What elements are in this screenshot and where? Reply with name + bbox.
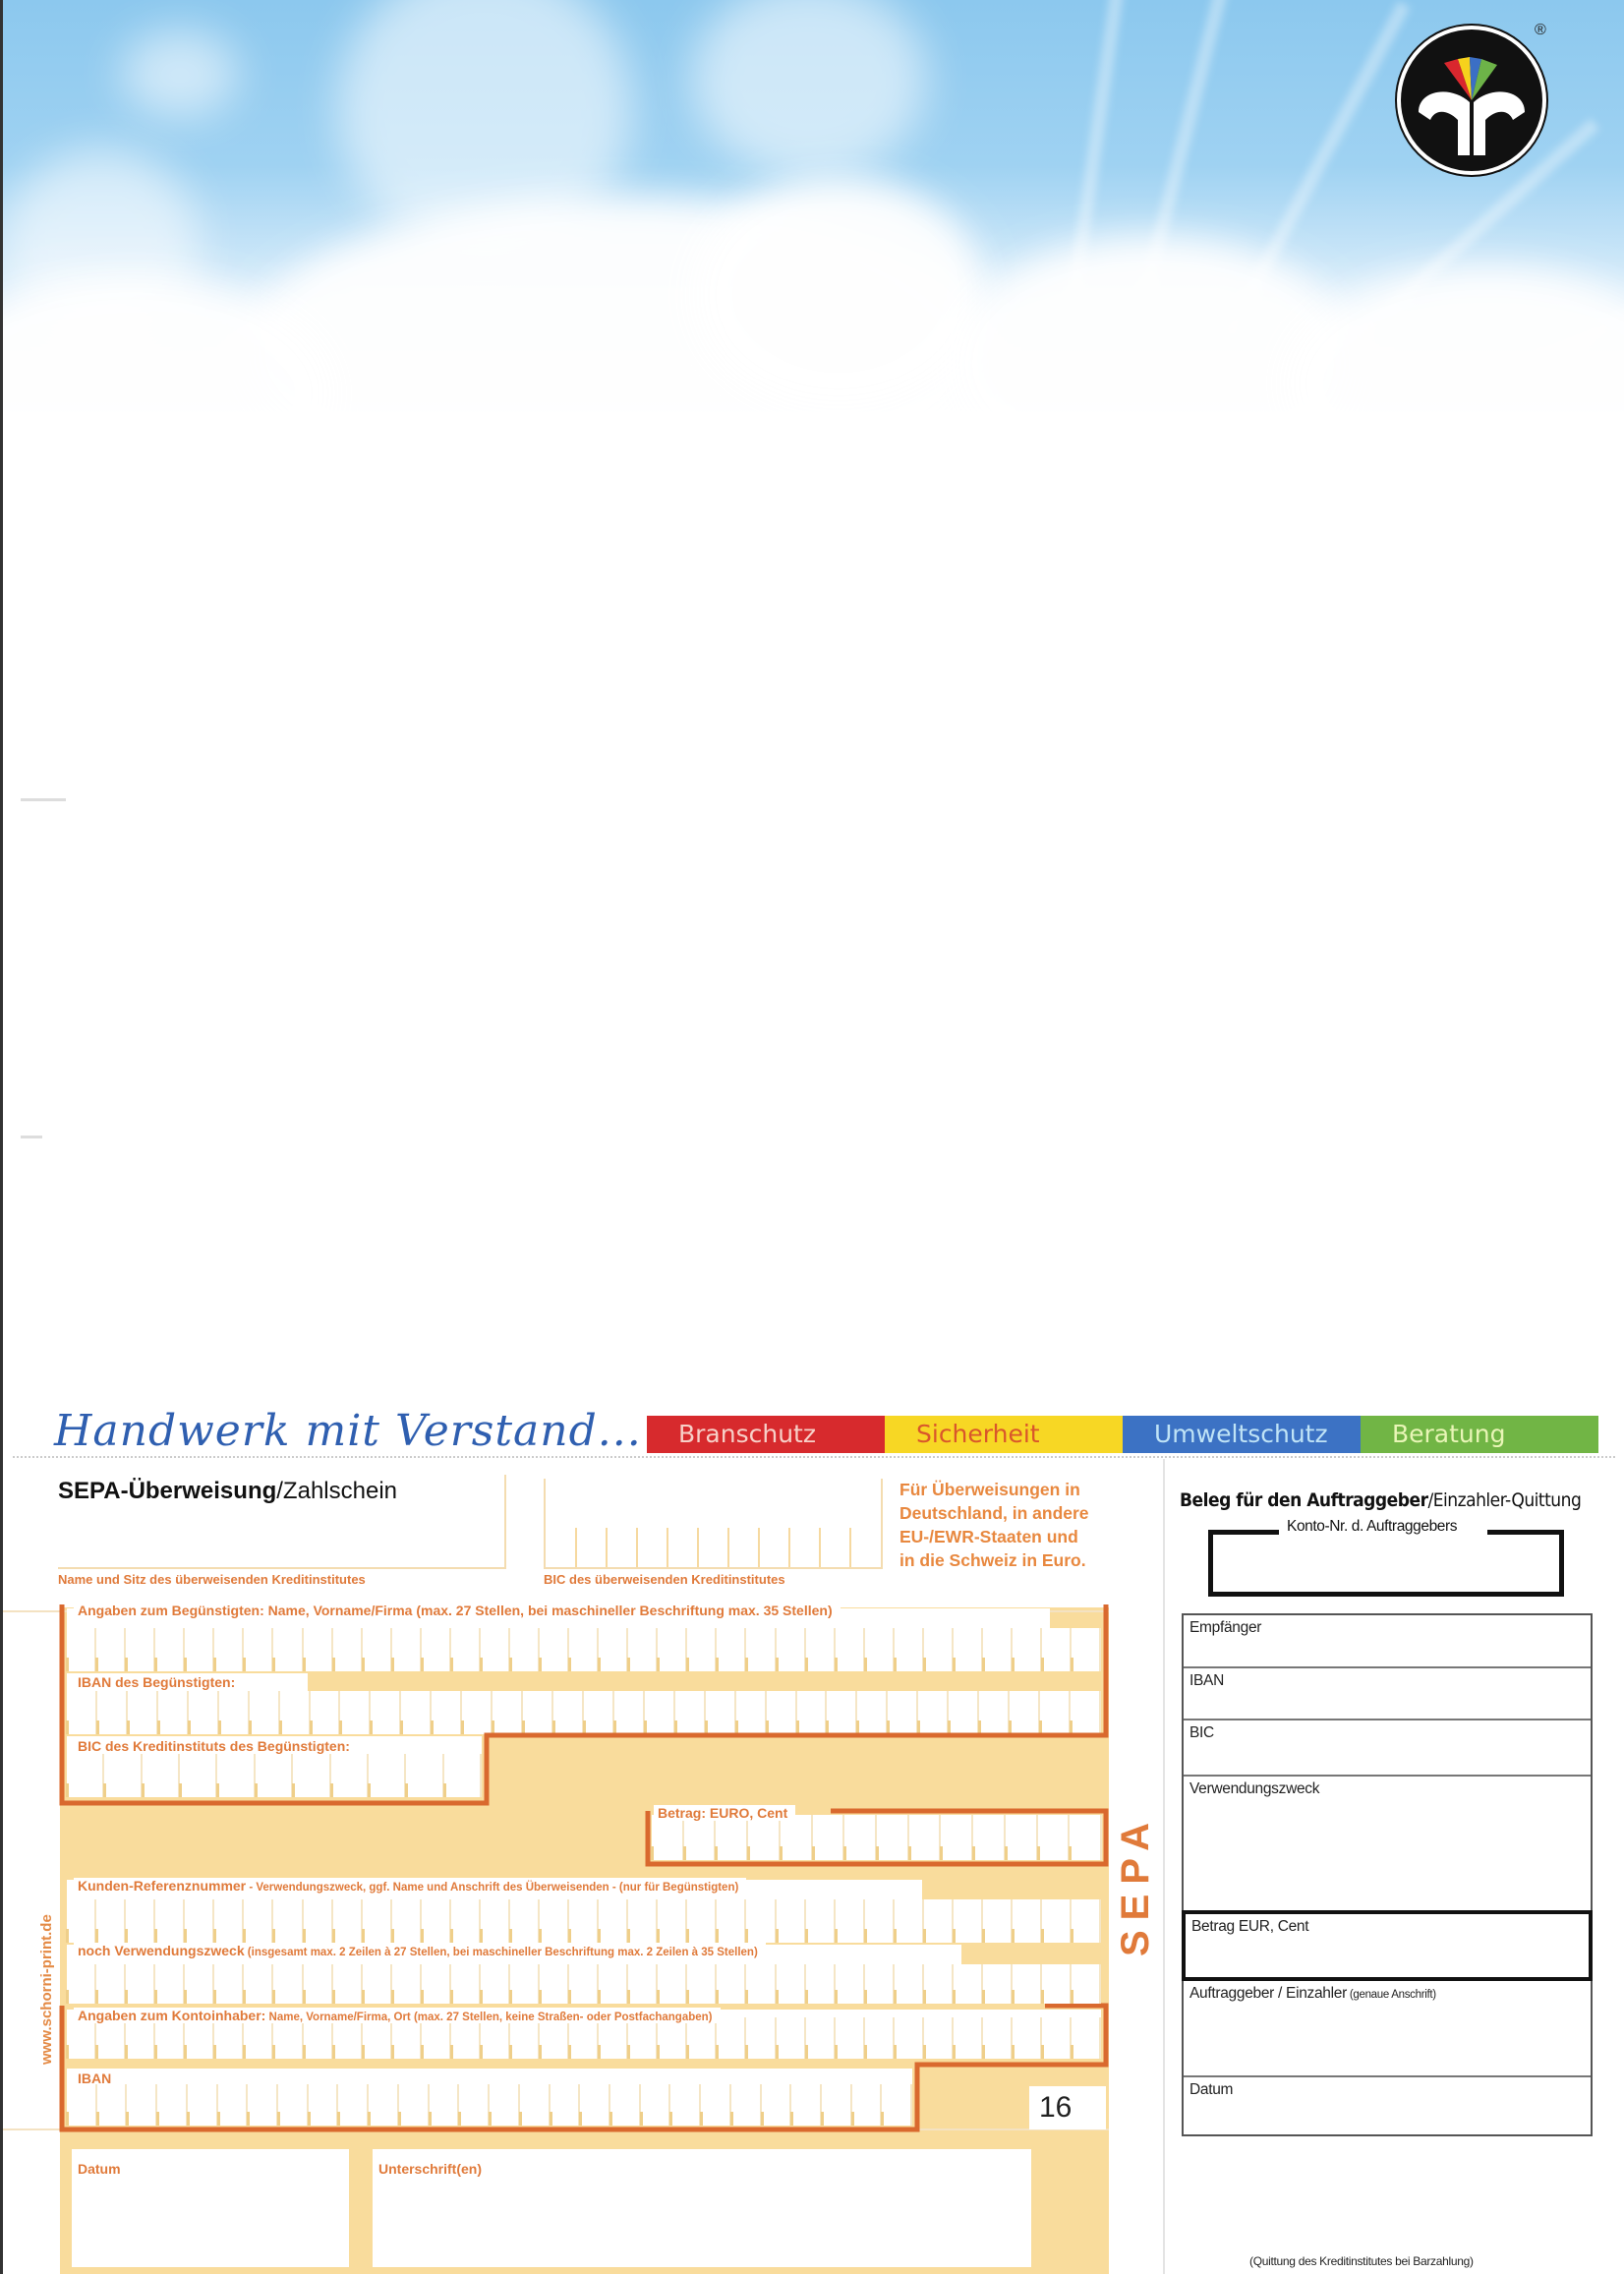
receipt-row-date[interactable] bbox=[1184, 2077, 1591, 2134]
stripe-beratung: Beratung bbox=[1361, 1416, 1598, 1453]
date-label: Datum bbox=[78, 2161, 121, 2177]
form-code: 16 bbox=[1029, 2086, 1106, 2129]
receipt-row-iban[interactable] bbox=[1184, 1668, 1591, 1720]
receipt-row-label: BIC bbox=[1189, 1724, 1214, 1741]
customer-reference-input[interactable] bbox=[67, 1899, 1101, 1943]
stripe-brandschutz: Branschutz bbox=[647, 1416, 885, 1453]
signature-label: Unterschrift(en) bbox=[378, 2161, 483, 2177]
fold-mark bbox=[21, 798, 66, 801]
note-line: in die Schweiz in Euro. bbox=[899, 1550, 1086, 1570]
receipt-row-label: Empfänger bbox=[1189, 1619, 1262, 1636]
receipt-row-recipient[interactable] bbox=[1184, 1615, 1591, 1668]
receipt-row-bic[interactable] bbox=[1184, 1720, 1591, 1777]
purpose-label-main: noch Verwendungszweck bbox=[78, 1943, 245, 1958]
sepa-vertical-label: SEPA bbox=[1114, 1813, 1157, 1956]
purpose-label-sub: (insgesamt max. 2 Zeilen à 27 Stellen, bei maschineller Beschriftung max. 2 Zeilen à 35 Stellen) bbox=[244, 1947, 758, 1958]
holder-label-main: Angaben zum Kontoinhaber: bbox=[78, 2008, 266, 2023]
account-holder-label bbox=[74, 2008, 721, 2023]
reference-label-sub: - Verwendungszweck, ggf. Name und Anschrift des Überweisenden - (nur für Begünstigten) bbox=[246, 1882, 739, 1894]
beneficiary-name-label: Angaben zum Begünstigten: Name, Vorname/Firma (max. 27 Stellen, bei maschineller Beschriftung max. 35 Stellen) bbox=[74, 1603, 841, 1618]
receipt-row-label: Betrag EUR, Cent bbox=[1191, 1918, 1309, 1935]
reference-label-main: Kunden-Referenznummer bbox=[78, 1878, 247, 1894]
receipt-title bbox=[1180, 1489, 1581, 1511]
note-line: Deutschland, in andere bbox=[899, 1503, 1089, 1523]
tagline: Handwerk mit Verstand... bbox=[54, 1406, 642, 1456]
beneficiary-iban-label: IBAN des Begünstigten: bbox=[74, 1674, 243, 1690]
account-number-label: Konto-Nr. d. Auftraggebers bbox=[1281, 1518, 1463, 1536]
receipt-row-label: IBAN bbox=[1189, 1672, 1224, 1689]
printer-url: www.schorni-print.de bbox=[38, 1914, 55, 2065]
purpose-label bbox=[74, 1943, 766, 1958]
registered-mark: ® bbox=[1535, 22, 1546, 38]
receipt-row-label: Auftraggeber / Einzahler bbox=[1189, 1985, 1347, 2002]
receipt-row-purpose[interactable] bbox=[1184, 1777, 1591, 1912]
note-line: EU-/EWR-Staaten und bbox=[899, 1527, 1078, 1546]
receipt-divider bbox=[1163, 1459, 1165, 2274]
account-number-field[interactable] bbox=[1208, 1530, 1564, 1597]
receipt-table bbox=[1182, 1613, 1593, 2136]
purpose-input[interactable] bbox=[67, 1964, 1101, 2004]
form-title-rest: /Zahlschein bbox=[276, 1478, 397, 1504]
receipt-row-payer[interactable] bbox=[1184, 1981, 1591, 2077]
receipt-title-rest: /Einzahler-Quittung bbox=[1427, 1489, 1582, 1511]
receipt-row-amount[interactable] bbox=[1182, 1910, 1593, 1981]
stripe-sicherheit: Sicherheit bbox=[885, 1416, 1123, 1453]
beneficiary-bic-label: BIC des Kreditinstituts des Begünstigten: bbox=[74, 1738, 358, 1754]
amount-label: Betrag: EURO, Cent bbox=[654, 1805, 795, 1821]
fold-mark bbox=[21, 1136, 42, 1138]
bank-name-label: Name und Sitz des überweisenden Kreditinstitutes bbox=[58, 1572, 366, 1587]
receipt-row-label: Datum bbox=[1189, 2081, 1234, 2098]
amount-input[interactable] bbox=[652, 1815, 1102, 1860]
note-line: Für Überweisungen in bbox=[899, 1480, 1080, 1499]
receipt-title-bold: Beleg für den Auftraggeber bbox=[1180, 1489, 1428, 1511]
receipt-footer: (Quittung des Kreditinstitutes bei Barzahlung) bbox=[1249, 2254, 1474, 2268]
bank-bic-label: BIC des überweisenden Kreditinstitutes bbox=[544, 1572, 785, 1587]
holder-iban-label: IBAN bbox=[78, 2070, 112, 2086]
receipt-row-note: (genaue Anschrift) bbox=[1346, 1989, 1436, 2001]
receipt-row-label: Verwendungszweck bbox=[1189, 1780, 1320, 1797]
form-title-bold: SEPA-Überweisung bbox=[58, 1478, 277, 1504]
holder-iban-input[interactable] bbox=[67, 2069, 912, 2126]
customer-reference-label bbox=[74, 1878, 746, 1894]
stripe-umweltschutz: Umweltschutz bbox=[1123, 1416, 1361, 1453]
holder-label-sub: Name, Vorname/Firma, Ort (max. 27 Stellen, keine Straßen- oder Postfachangaben) bbox=[265, 2012, 713, 2023]
